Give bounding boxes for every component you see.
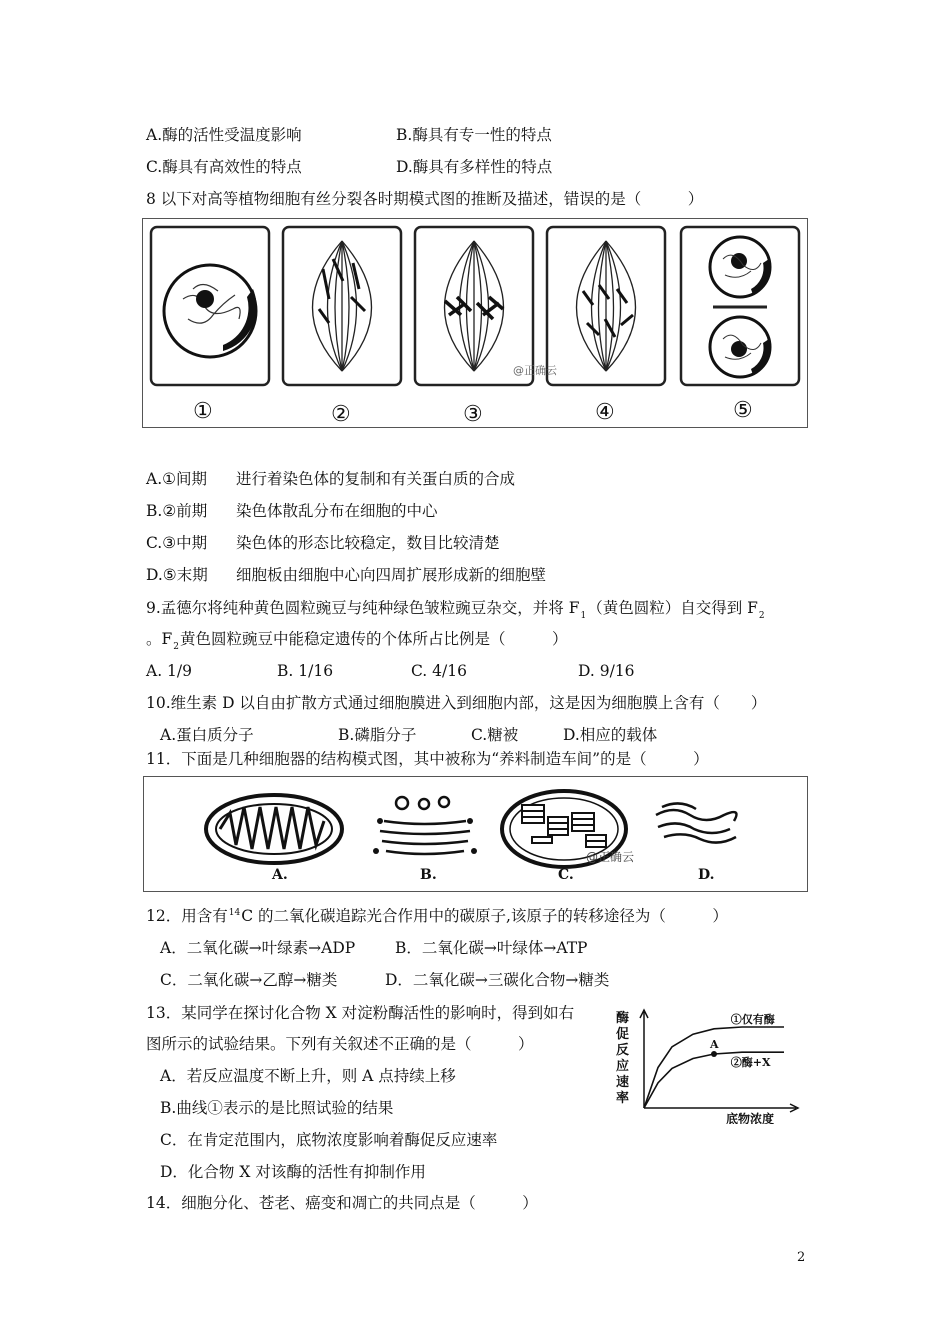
q8-option-a-text: 进行着染色体的复制和有关蛋白质的合成 — [236, 470, 516, 488]
y-axis-label-char: 应 — [616, 1059, 630, 1074]
page-number: 2 — [797, 1250, 806, 1265]
organelle-label-b: B. — [420, 867, 437, 883]
q11-watermark: @正确云 — [586, 850, 635, 864]
q7-option-b: B.酶具有专一性的特点 — [396, 126, 552, 144]
q8-option-a-key: A.①间期 — [146, 470, 208, 488]
mitosis-figure — [142, 218, 808, 428]
q9-sub2: 2 — [758, 611, 765, 621]
q9-sub1: 1 — [580, 611, 587, 621]
cell-label-1: ① — [193, 399, 213, 424]
q8-option-b-text: 染色体散乱分布在细胞的中心 — [236, 502, 438, 520]
organelle-label-a: A. — [272, 867, 288, 883]
y-axis-label-char: 反 — [616, 1043, 630, 1058]
y-axis-label-char: 率 — [616, 1091, 630, 1106]
q9-stem-part4: 黄色圆粒豌豆中能稳定遗传的个体所占比例是（ ） — [180, 630, 568, 648]
organelle-label-d: D. — [698, 867, 715, 883]
q8-option-c-text: 染色体的形态比较稳定，数目比较清楚 — [236, 534, 500, 552]
q12-stem-part2: C 的二氧化碳追踪光合作用中的碳原子,该原子的转移途径为（ ） — [241, 907, 728, 925]
mitosis-diagram — [143, 219, 807, 427]
q12-sup: 14 — [228, 908, 241, 918]
q13-option-c: C．在肯定范围内，底物浓度影响着酶促反应速率 — [160, 1131, 498, 1149]
enzyme-rate-chart — [606, 1000, 806, 1124]
q10-option-d: D.相应的载体 — [563, 726, 658, 744]
q12-option-b: B．二氧化碳→叶绿体→ATP — [395, 939, 588, 957]
q13-stem-line1: 13．某同学在探讨化合物 X 对淀粉酶活性的影响时，得到如右 — [146, 1004, 575, 1022]
q8-option-d-key: D.⑤末期 — [146, 566, 208, 584]
organelle-label-c: C. — [558, 867, 574, 883]
cell-label-3: ③ — [463, 402, 483, 427]
q12-option-c: C．二氧化碳→乙醇→糖类 — [160, 971, 338, 989]
q10-stem: 10.维生素 D 以自由扩散方式通过细胞膜进入到细胞内部，这是因为细胞膜上含有（ ） — [146, 694, 767, 712]
y-axis-label-char: 酶 — [616, 1011, 630, 1026]
q13-option-b: B.曲线①表示的是比照试验的结果 — [160, 1099, 394, 1117]
y-axis-label-char: 促 — [616, 1027, 630, 1042]
q11-stem: 11．下面是几种细胞器的结构模式图，其中被称为“养料制造车间”的是（ ） — [146, 750, 709, 768]
q9-option-a: A. 1/9 — [146, 662, 192, 680]
q10-option-a: A.蛋白质分子 — [160, 726, 254, 744]
q9-stem-part3: 。F — [146, 630, 173, 648]
cell-label-4: ④ — [595, 400, 615, 425]
q13-stem-line2: 图所示的试验结果。下列有关叙述不正确的是（ ） — [146, 1035, 534, 1053]
q8-watermark: @正确云 — [513, 364, 557, 377]
x-axis-label: 底物浓度 — [726, 1112, 775, 1124]
q14-stem: 14．细胞分化、苍老、癌变和凋亡的共同点是（ ） — [146, 1194, 538, 1212]
q9-stem-part2: （黄色圆粒）自交得到 F — [587, 599, 758, 617]
q9-stem-line1 — [146, 598, 766, 621]
q12-option-d: D．二氧化碳→三碳化合物→糖类 — [385, 971, 610, 989]
cell-label-2: ② — [331, 402, 351, 427]
organelle-diagram — [144, 777, 807, 891]
q9-option-d: D. 9/16 — [578, 662, 635, 680]
q13-option-d: D．化合物 X 对该酶的活性有抑制作用 — [160, 1163, 426, 1181]
q8-option-b-key: B.②前期 — [146, 502, 208, 520]
cell-label-5: ⑤ — [733, 398, 753, 423]
series-label-2: ②酶+X — [730, 1056, 771, 1070]
organelle-figure — [143, 776, 808, 892]
q9-option-c: C. 4/16 — [411, 662, 467, 680]
q13-option-a: A．若反应温度不断上升，则 A 点持续上移 — [160, 1067, 456, 1085]
q7-option-c: C.酶具有高效性的特点 — [146, 158, 302, 176]
q10-option-c: C.糖被 — [471, 726, 519, 744]
point-a-label: A — [710, 1038, 719, 1051]
q9-sub3: 2 — [173, 642, 179, 652]
q10-option-b: B.磷脂分子 — [338, 726, 417, 744]
q7-option-a: A.酶的活性受温度影响 — [146, 126, 302, 144]
q9-option-b: B. 1/16 — [277, 662, 334, 680]
q12-stem-part1: 12．用含有 — [146, 907, 228, 925]
q9-stem-line2 — [146, 629, 568, 652]
q8-stem: 8 以下对高等植物细胞有丝分裂各时期模式图的推断及描述，错误的是（ ） — [146, 190, 704, 208]
q8-option-c-key: C.③中期 — [146, 534, 208, 552]
y-axis-label-char: 速 — [616, 1075, 630, 1090]
series-label-1: ①仅有酶 — [730, 1013, 775, 1026]
q12-stem — [146, 906, 728, 929]
q8-option-d-text: 细胞板由细胞中心向四周扩展形成新的细胞壁 — [236, 566, 547, 584]
q12-option-a: A．二氧化碳→叶绿素→ADP — [160, 939, 356, 957]
q7-option-d: D.酶具有多样性的特点 — [396, 158, 553, 176]
point-a-marker — [711, 1051, 717, 1057]
q9-stem-part1: 9.孟德尔将纯种黄色圆粒豌豆与纯种绿色皱粒豌豆杂交，并将 F — [146, 599, 580, 617]
